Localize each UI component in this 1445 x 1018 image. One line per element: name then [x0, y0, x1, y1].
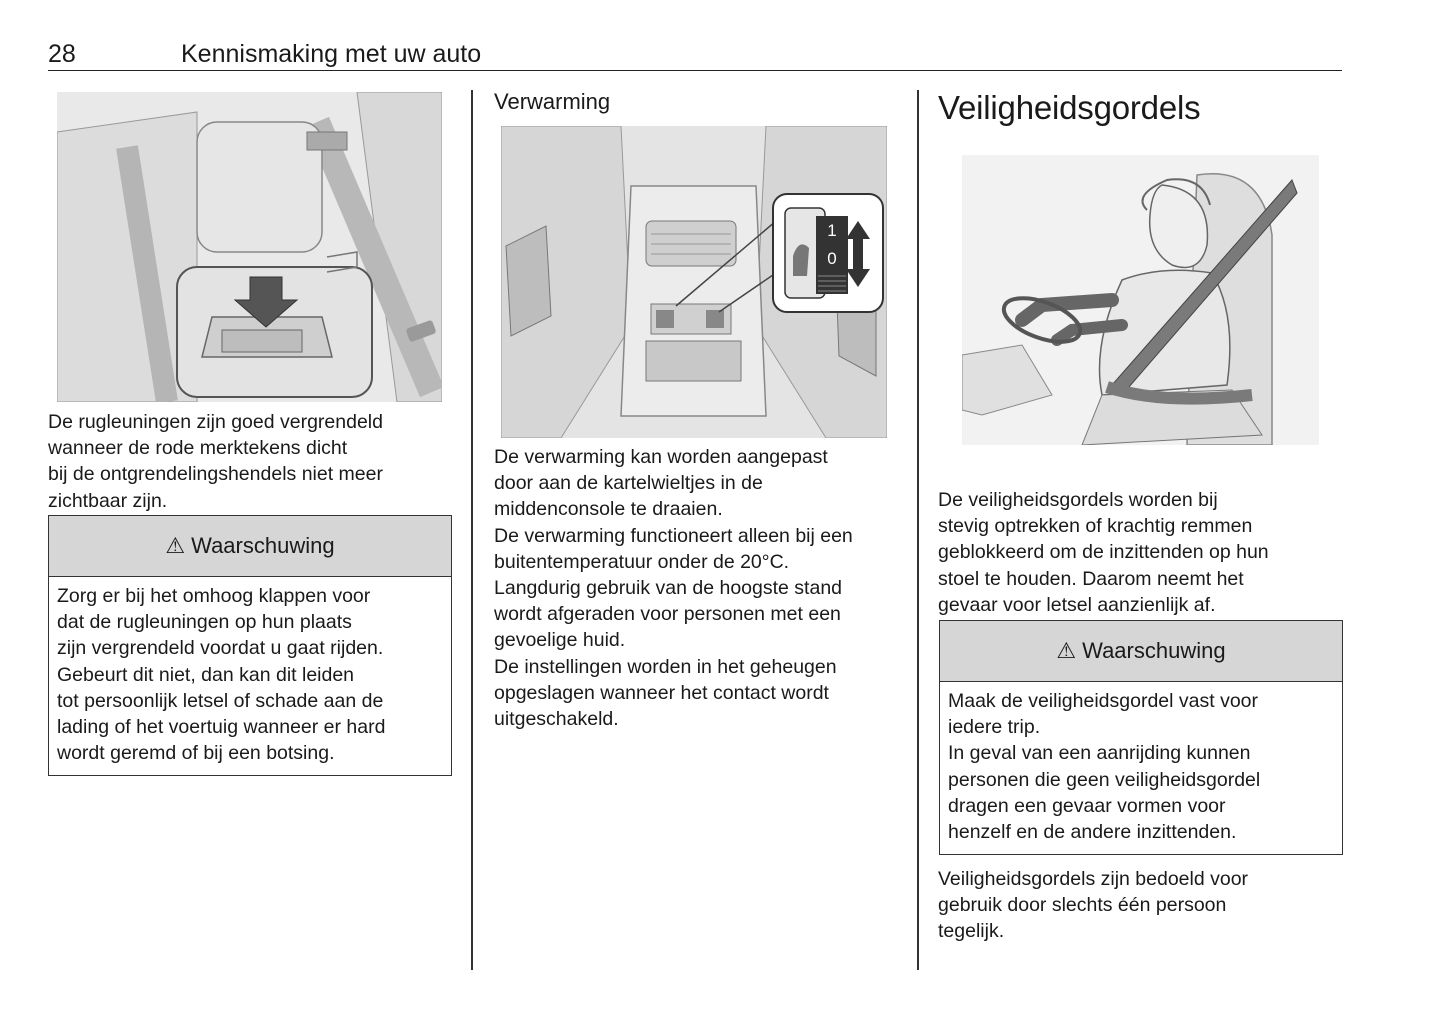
- warning-triangle-icon: ⚠: [165, 533, 186, 558]
- column-divider-1: [471, 90, 473, 970]
- driver-with-seatbelt-figure: [962, 155, 1319, 445]
- seatbelt-paragraph-2: Veiligheidsgordels zijn bedoeld voor gebruik door slechts één persoon tegelijk.: [938, 868, 1249, 943]
- warning-header: [940, 621, 1342, 682]
- warning-title: Waarschuwing: [191, 533, 335, 558]
- warning-text: Zorg er bij het omhoog klappen voor dat de rugleuningen op hun plaats zijn vergrendeld voordat u gaat rijden. Gebeurt dit niet, dan kan dit leiden tot persoonlijk letsel of schade aan de lading of het voertuig wanneer er hard wordt geremd of bij een botsing.: [57, 585, 386, 765]
- warning-title: Waarschuwing: [1082, 638, 1226, 663]
- heating-paragraph: De verwarming kan worden aangepast door aan de kartelwieltjes in de middenconsole te draaien. De verwarming functioneert alleen bij een buitentemperatuur onder de 20°C. Langdurig gebruik van de hoogste stand wordt afgeraden voor personen met een gevoelige huid. De instellingen worden in het geheugen opgeslagen wanneer het contact wordt uitgeschakeld.: [494, 446, 853, 731]
- backrest-latch-paragraph: De rugleuningen zijn goed vergrendeld wanneer de rode merktekens dicht bij de ontgrendelingshendels niet meer zichtbaar zijn.: [48, 411, 383, 512]
- section-heading-veiligheidsgordels: Veiligheidsgordels: [938, 89, 1201, 126]
- warning-box-seatbelt: [939, 620, 1343, 855]
- rear-console-seat-heating-figure: [501, 126, 887, 438]
- column-divider-2: [917, 90, 919, 970]
- dial-label-low: 0: [827, 249, 837, 268]
- seat-backrest-latch-figure: [57, 92, 442, 402]
- section-heading-verwarming: Verwarming: [494, 89, 611, 114]
- dial-label-high: 1: [827, 221, 837, 240]
- warning-triangle-icon: ⚠: [1056, 638, 1077, 663]
- page-header: [48, 38, 1342, 71]
- warning-header: [49, 516, 451, 577]
- page-number: 28: [48, 40, 76, 68]
- chapter-title: Kennismaking met uw auto: [181, 40, 482, 68]
- warning-box-backrest: [48, 515, 452, 776]
- warning-text: Maak de veiligheidsgordel vast voor iedere trip. In geval van een aanrijding kunnen personen die geen veiligheidsgordel dragen een gevaar vormen voor henzelf en de andere inzittenden.: [948, 690, 1261, 844]
- seatbelt-paragraph-1: De veiligheidsgordels worden bij stevig optrekken of krachtig remmen geblokkeerd om de inzittenden op hun stoel te houden. Daarom neemt het gevaar voor letsel aanzienlijk af.: [938, 489, 1269, 616]
